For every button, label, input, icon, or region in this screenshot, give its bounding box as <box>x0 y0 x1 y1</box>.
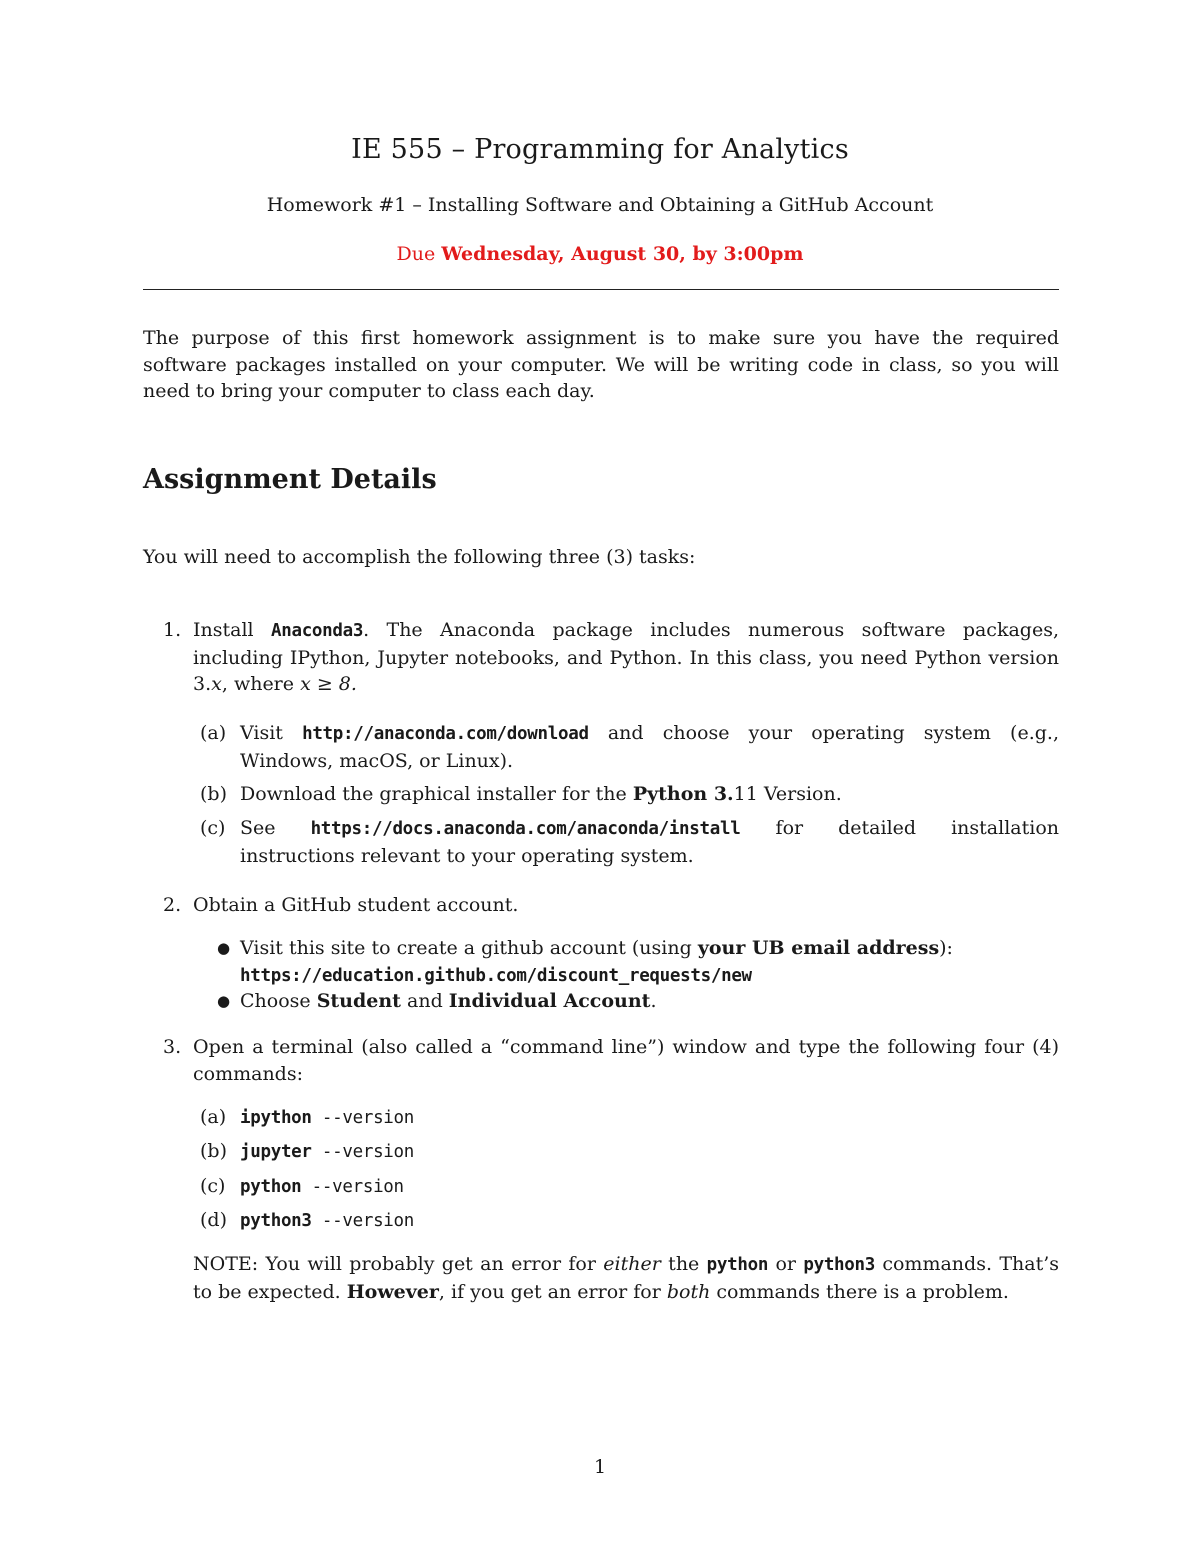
task-1c-label: (c) <box>200 817 226 839</box>
task-2-bullet-2 <box>217 988 1059 1015</box>
due-prefix: Due <box>396 243 442 265</box>
command-name: jupyter <box>240 1142 312 1162</box>
task-1b-text-1: Download the graphical installer for the <box>240 783 633 805</box>
task-3-number: 3. <box>163 1036 182 1058</box>
note-text-3: or <box>768 1253 804 1275</box>
bullet-1-text-1: Visit this site to create a github account (using <box>240 937 698 959</box>
document-title: IE 555 – Programming for Analytics <box>351 134 849 165</box>
anaconda-install-docs-link[interactable]: https://docs.anaconda.com/anaconda/install <box>310 819 741 839</box>
command-flag: --version <box>311 1211 415 1231</box>
task-1b-label: (b) <box>200 783 227 805</box>
task-1c-text-2: for detailed installation instructions relevant to your operating system. <box>240 817 1060 867</box>
task-1c <box>200 815 1060 869</box>
task-1-text-2: . The Anaconda package includes numerous software packages, including IPython, Jupyter notebooks, and Python. In this class, you need Python version 3. <box>193 619 1059 696</box>
task-3-text: Open a terminal (also called a “command line”) window and type the following four (4) commands: <box>193 1036 1059 1085</box>
note-text-2: the <box>660 1253 707 1275</box>
ub-email-bold: your UB email address <box>697 937 940 959</box>
task-1c-text-1: See <box>240 817 311 839</box>
command-label: (c) <box>200 1175 226 1197</box>
var-x: x <box>211 673 222 696</box>
anaconda-code: Anaconda3 <box>270 621 364 641</box>
note-both: both <box>666 1280 711 1303</box>
bullet-icon: ● <box>217 992 231 1010</box>
command-flag: --version <box>311 1108 415 1128</box>
note-text-6: commands there is a problem. <box>710 1280 1009 1303</box>
task-2 <box>163 892 1059 919</box>
note-python3-code: python3 <box>803 1255 875 1275</box>
due-date-line <box>0 243 1200 265</box>
task-1-text-1: Install <box>193 619 271 641</box>
command-item <box>200 1104 1059 1132</box>
version-condition: x ≥ 8. <box>300 673 357 696</box>
note-python-code: python <box>706 1255 769 1275</box>
command-name: python3 <box>240 1211 312 1231</box>
task-1 <box>163 617 1059 698</box>
page-number: 1 <box>593 1456 607 1478</box>
note-paragraph <box>193 1251 1059 1305</box>
command-item <box>200 1173 1059 1201</box>
command-name: ipython <box>240 1108 312 1128</box>
command-label: (a) <box>200 1106 227 1128</box>
task-1a-text-2: and choose your operating system (e.g., Windows, macOS, or Linux). <box>240 722 1059 772</box>
command-label: (d) <box>200 1209 227 1231</box>
command-flag: --version <box>301 1177 404 1197</box>
bullet-1-text-2: ): <box>939 937 953 959</box>
command-name: python <box>240 1177 302 1197</box>
task-1a-label: (a) <box>200 722 227 744</box>
task-1a-text-1: Visit <box>240 722 303 744</box>
document-subtitle: Homework #1 – Installing Software and Obtaining a GitHub Account <box>266 194 934 216</box>
task-2-number: 2. <box>163 894 182 916</box>
task-1b <box>200 781 1059 808</box>
note-text-1: NOTE: You will probably get an error for <box>193 1253 604 1275</box>
task-1a <box>200 720 1059 774</box>
python-version-bold: Python 3. <box>632 783 734 805</box>
task-3 <box>163 1034 1059 1087</box>
intro-paragraph: The purpose of this first homework assignment is to make sure you have the required software packages installed on your computer. We will be writing code in class, so you will need to bring your computer to class each day. <box>143 327 1059 403</box>
bullet-2-text-2: and <box>400 990 449 1012</box>
task-1-number: 1. <box>163 619 182 641</box>
horizontal-rule <box>143 289 1059 290</box>
command-item <box>200 1207 1059 1235</box>
bullet-2-text-1: Choose <box>240 990 317 1012</box>
section-lead: You will need to accomplish the following three (3) tasks: <box>143 546 696 568</box>
anaconda-download-link[interactable]: http://anaconda.com/download <box>302 724 589 744</box>
task-1-text-3: , where <box>221 673 301 696</box>
note-text-4: commands. That’s to be expected. <box>193 1253 1060 1303</box>
note-either: either <box>603 1253 661 1275</box>
bullet-icon: ● <box>217 939 231 957</box>
note-text-5: , if you get an error for <box>438 1280 667 1303</box>
bullet-2-text-3: . <box>650 990 657 1012</box>
student-bold: Student <box>316 990 401 1012</box>
command-label: (b) <box>200 1140 227 1162</box>
command-flag: --version <box>311 1142 415 1162</box>
section-heading: Assignment Details <box>143 464 437 495</box>
individual-account-bold: Individual Account <box>448 990 651 1012</box>
task-1b-text-2: 11 Version. <box>733 783 842 805</box>
command-item <box>200 1138 1059 1166</box>
github-education-link[interactable]: https://education.github.com/discount_requests/new <box>240 965 752 986</box>
note-however: However <box>346 1280 439 1303</box>
due-date: Wednesday, August 30, by 3:00pm <box>441 243 804 265</box>
task-2-text: Obtain a GitHub student account. <box>193 894 519 916</box>
task-2-bullet-1 <box>217 935 1059 989</box>
